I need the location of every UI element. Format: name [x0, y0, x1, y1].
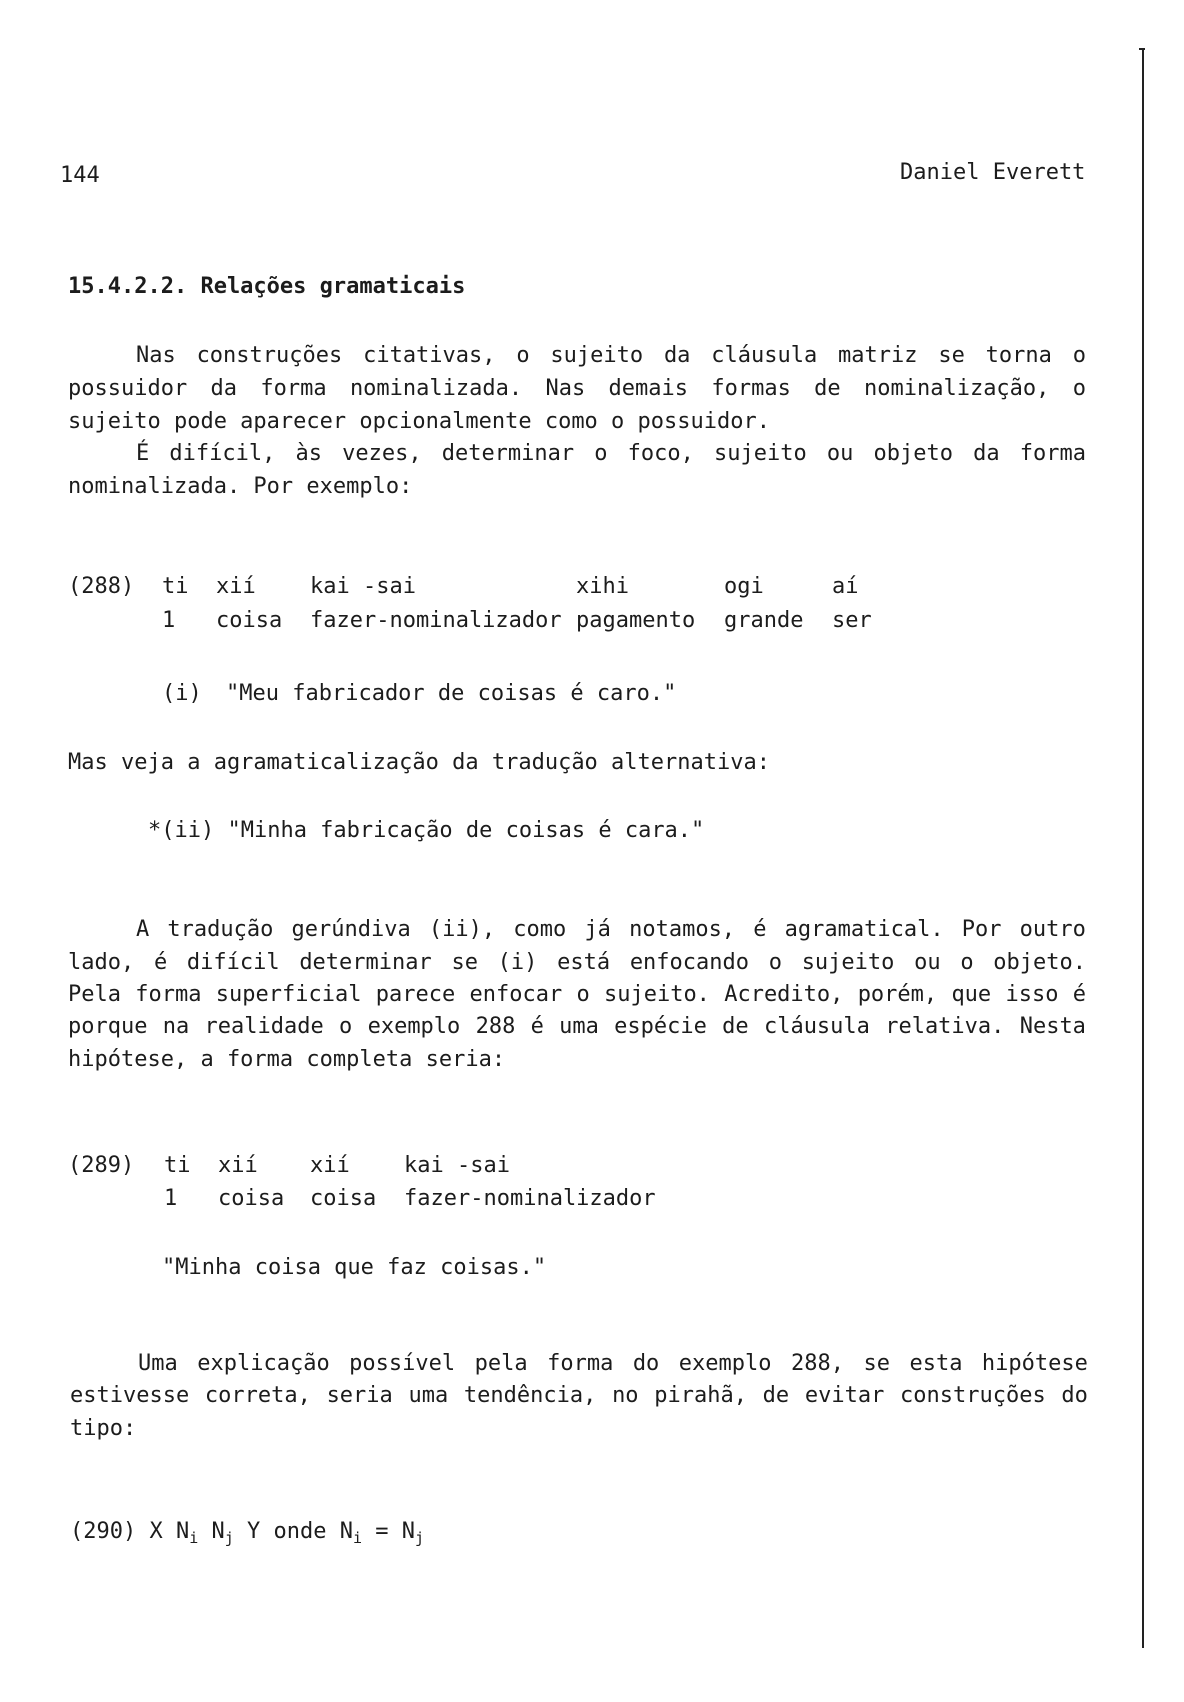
- paragraph-1-line-1: [136, 345, 1086, 367]
- paragraph-4-line-2: [70, 1385, 1088, 1407]
- word: determinar: [441, 441, 575, 466]
- example-288-gloss: pagamento: [576, 608, 696, 633]
- word: sujeito: [801, 950, 895, 975]
- word: possível: [349, 1351, 456, 1376]
- word: enfocando: [629, 950, 750, 975]
- example-288-gloss: fazer-nominalizador: [310, 608, 562, 633]
- word: porque: [68, 1014, 148, 1039]
- word: Nas: [545, 376, 586, 401]
- margin-rule-tick: [1139, 48, 1145, 50]
- word: Uma: [138, 1351, 178, 1376]
- transition-sentence: Mas veja a agramaticalização da tradução alternativa:: [68, 750, 770, 775]
- subscript-j: j: [415, 1529, 425, 1547]
- word: o: [576, 982, 590, 1007]
- word: Pela: [68, 982, 121, 1007]
- example-289-translation: "Minha coisa que faz coisas.": [162, 1255, 547, 1280]
- word: o: [594, 441, 608, 466]
- word: o: [516, 343, 530, 368]
- word: da: [210, 376, 238, 401]
- example-289-word: ti: [164, 1153, 191, 1178]
- example-288-translation-label: (i): [162, 681, 202, 706]
- word: sujeito.: [603, 982, 710, 1007]
- word: tendência,: [463, 1383, 597, 1408]
- example-289-word: xií: [310, 1153, 350, 1178]
- example-288-gloss: ser: [832, 608, 872, 633]
- word: o: [960, 950, 974, 975]
- example-289-word: kai -sai: [404, 1153, 510, 1178]
- example-288-translation: "Meu fabricador de coisas é caro.": [226, 681, 677, 706]
- word: vezes,: [342, 441, 422, 466]
- word: cláusula: [711, 343, 818, 368]
- word: objeto.: [993, 950, 1086, 975]
- word: Acredito,: [724, 982, 844, 1007]
- paragraph-3-line-1: [136, 919, 1086, 941]
- word: realidade: [204, 1014, 324, 1039]
- word: explicação: [197, 1351, 330, 1376]
- word: Nas: [136, 343, 176, 368]
- example-288-gloss: 1: [162, 608, 176, 633]
- formula-part: X N: [149, 1519, 190, 1544]
- word: na: [162, 1014, 190, 1039]
- word: se: [938, 343, 965, 368]
- word: de: [814, 376, 841, 401]
- word: pela: [474, 1351, 528, 1376]
- example-288-word: aí: [832, 574, 859, 599]
- paragraph-2-line-2: nominalizada. Por exemplo:: [68, 474, 413, 499]
- word: às: [295, 441, 322, 466]
- word: já: [584, 917, 611, 942]
- word: outro: [1019, 917, 1086, 942]
- word: torna: [985, 343, 1052, 368]
- example-290-number: (290): [70, 1519, 137, 1544]
- word: o: [339, 1014, 353, 1039]
- word: da: [663, 343, 691, 368]
- word: A: [136, 917, 150, 942]
- word: possuidor: [68, 376, 188, 401]
- example-290: [70, 1521, 424, 1546]
- word: (ii),: [428, 917, 496, 942]
- word: agramatical.: [784, 917, 944, 942]
- word: de: [762, 1383, 790, 1408]
- word: do: [1061, 1383, 1088, 1408]
- example-288-word: xihi: [576, 574, 629, 599]
- paragraph-3-line-4: [68, 1016, 1086, 1038]
- word: correta,: [204, 1383, 311, 1408]
- word: de: [722, 1014, 749, 1039]
- word: objeto: [873, 441, 953, 466]
- word: da: [973, 441, 1000, 466]
- example-288-word: ogi: [724, 574, 764, 599]
- word: lado,: [68, 950, 135, 975]
- word: se: [451, 950, 478, 975]
- formula-part: N: [198, 1519, 225, 1544]
- word: tradução: [167, 917, 274, 942]
- example-288-gloss: coisa: [216, 608, 283, 633]
- word: o: [1072, 376, 1086, 401]
- example-289-gloss: fazer-nominalizador: [404, 1186, 656, 1211]
- word: Por: [961, 917, 1002, 942]
- word: se: [863, 1351, 890, 1376]
- paragraph-3-line-2: [68, 952, 1086, 974]
- subscript-j: j: [224, 1529, 234, 1547]
- word: porém,: [857, 982, 938, 1007]
- example-289-gloss: coisa: [310, 1186, 377, 1211]
- word: uma: [559, 1014, 599, 1039]
- word: forma: [1019, 441, 1086, 466]
- formula-part: Y onde N: [233, 1519, 354, 1544]
- word: determinar: [299, 950, 432, 975]
- word: forma: [260, 376, 327, 401]
- word: é: [753, 917, 767, 942]
- word: sujeito: [714, 441, 807, 466]
- paragraph-1-line-3: sujeito pode aparecer opcionalmente como o possuidor.: [68, 409, 770, 434]
- word: evitar: [804, 1383, 885, 1408]
- word: enfocar: [469, 982, 563, 1007]
- word: estivesse: [70, 1383, 190, 1408]
- word: do: [632, 1351, 660, 1376]
- word: pirahã,: [654, 1383, 747, 1408]
- subscript-i: i: [189, 1529, 199, 1547]
- word: forma: [135, 982, 202, 1007]
- word: nominalizada.: [349, 376, 523, 401]
- word: demais: [608, 376, 689, 401]
- margin-rule: [1142, 48, 1144, 1648]
- example-289-gloss: coisa: [218, 1186, 285, 1211]
- word: uma: [408, 1383, 449, 1408]
- word: exemplo: [367, 1014, 461, 1039]
- word: gerúndiva: [291, 917, 411, 942]
- word: (i): [497, 950, 538, 975]
- subscript-i: i: [353, 1529, 363, 1547]
- word: é: [153, 950, 168, 975]
- word: É: [136, 441, 150, 466]
- paragraph-4-line-3: tipo:: [70, 1416, 137, 1441]
- example-289-word: xií: [218, 1153, 258, 1178]
- word: superficial: [215, 982, 362, 1007]
- example-288-number: (288): [68, 574, 135, 599]
- word: é: [1072, 982, 1086, 1007]
- word: formas: [711, 376, 791, 401]
- word: espécie: [614, 1014, 707, 1039]
- word: sujeito: [550, 343, 644, 368]
- word: cláusula: [763, 1014, 870, 1039]
- word: esta: [909, 1351, 963, 1376]
- word: exemplo: [678, 1351, 772, 1376]
- word: construções: [196, 343, 343, 368]
- section-heading: 15.4.2.2. Relações gramaticais: [68, 274, 466, 299]
- word: hipótese: [981, 1351, 1088, 1376]
- word: está: [557, 950, 611, 975]
- word: parece: [375, 982, 456, 1007]
- example-288-gloss: grande: [724, 608, 804, 633]
- word: seria: [326, 1383, 393, 1408]
- word: o: [1072, 343, 1086, 368]
- word: relativa.: [885, 1014, 1005, 1039]
- word: foco,: [627, 441, 694, 466]
- word: no: [612, 1383, 639, 1408]
- word: o: [768, 950, 782, 975]
- word: que: [951, 982, 992, 1007]
- example-288-word: kai -sai: [310, 574, 416, 599]
- example-288-word: ti: [162, 574, 189, 599]
- word: ou: [826, 441, 854, 466]
- formula-part: = N: [362, 1519, 416, 1544]
- paragraph-3-line-3: [68, 984, 1086, 1006]
- word: é: [530, 1014, 544, 1039]
- paragraph-4-line-1: [138, 1353, 1088, 1375]
- example-289-number: (289): [68, 1153, 135, 1178]
- word: nominalização,: [863, 376, 1050, 401]
- word: difícil,: [169, 441, 276, 466]
- page-number: 144: [60, 163, 100, 188]
- paragraph-1-line-2: [68, 378, 1086, 400]
- word: Nesta: [1019, 1014, 1086, 1039]
- word: 288,: [791, 1351, 844, 1376]
- word: ou: [914, 950, 941, 975]
- paragraph-3-line-5: hipótese, a forma completa seria:: [68, 1047, 506, 1072]
- word: forma: [547, 1351, 614, 1376]
- word: notamos,: [629, 917, 736, 942]
- running-author: Daniel Everett: [900, 160, 1086, 185]
- word: como: [513, 917, 567, 942]
- word: isso: [1005, 982, 1059, 1007]
- paragraph-2-line-1: [136, 443, 1086, 465]
- word: 288: [475, 1014, 516, 1039]
- word: matriz: [838, 343, 918, 368]
- alternative-translation: *(ii) "Minha fabricação de coisas é cara.": [148, 818, 705, 843]
- word: citativas,: [363, 343, 496, 368]
- example-289-gloss: 1: [164, 1186, 178, 1211]
- example-288-word: xií: [216, 574, 256, 599]
- word: difícil: [186, 950, 280, 975]
- word: construções: [900, 1383, 1046, 1408]
